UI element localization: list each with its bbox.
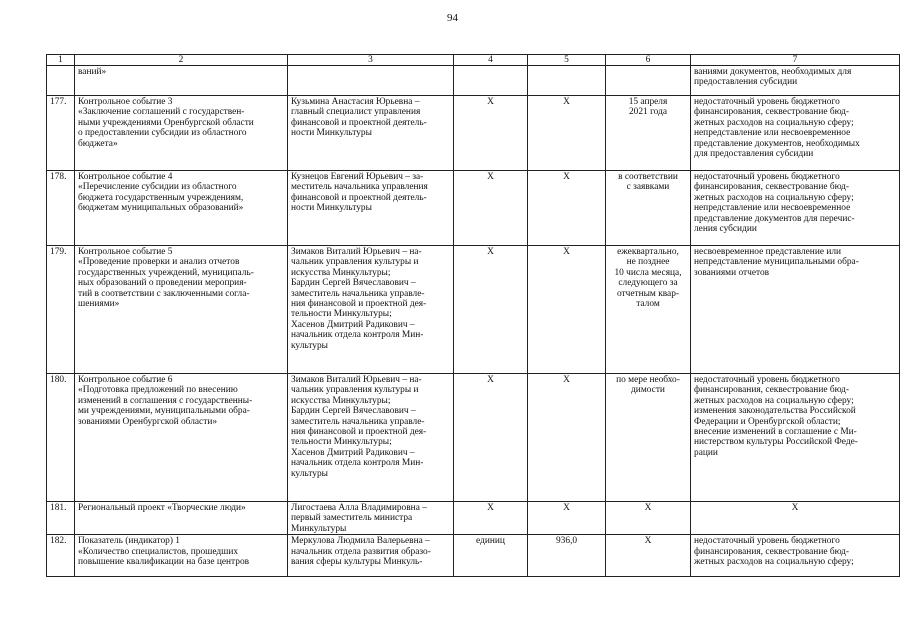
row-risks: недостаточный уровень бюджетного финансирования, секвестрование бюд- жетных расходов на социальную сферу; непредставление или несвоевременное представление документов для перечис- ления субсидии	[691, 171, 900, 246]
row-risks: недостаточный уровень бюджетного финансирования, секвестрование бюд- жетных расходов на социальную сферу; изменения законодательства Российской Федерации и Оренбургской области; внесение изменений в соглашение с Ми- нистерством культуры Российской Феде- рации	[691, 374, 900, 502]
row-responsible: Зимаков Виталий Юрьевич – на- чальник управления культуры и искусства Минкультуры; Бардин Сергей Вячеславович – заместитель начальника управле- ния финансовой и проектной дея- тельности Минкультуры; Хасенов Дмитрий Радикович – начальник отдела контроля Мин- культуры	[288, 246, 454, 374]
row-responsible: Меркулова Людмила Валерьевна – начальник отдела развития образо- вания сферы культуры Минкуль-	[288, 535, 454, 577]
row-name: Контрольное событие 6 «Подготовка предложений по внесению изменений в соглашения с государственны- ми учреждениями, муниципальными обра- зованиями Оренбургской области»	[75, 374, 288, 502]
table-row	[47, 374, 900, 502]
row-name: Контрольное событие 4 «Перечисление субсидии из областного бюджета государственным учреждениям, бюджетам муниципальных образований»	[75, 171, 288, 246]
row-number: 182.	[47, 535, 75, 577]
row-deadline	[606, 66, 691, 96]
row-risks: ваниями документов, необходимых для предоставления субсидии	[691, 66, 900, 96]
row-value: 936,0	[528, 535, 606, 577]
row-value	[528, 66, 606, 96]
row-number: 181.	[47, 502, 75, 535]
header-col-2: 2	[75, 55, 288, 66]
header-col-7: 7	[691, 55, 900, 66]
row-name: Показатель (индикатор) 1 «Количество специалистов, прошедших повышение квалификации на базе центров	[75, 535, 288, 577]
row-responsible: Лигостаева Алла Владимировна – первый заместитель министра Минкультуры	[288, 502, 454, 535]
row-name: Региональный проект «Творческие люди»	[75, 502, 288, 535]
row-responsible: Кузьмина Анастасия Юрьевна – главный специалист управления финансовой и проектной деятель- ности Минкультуры	[288, 96, 454, 171]
header-col-5: 5	[528, 55, 606, 66]
header-col-6: 6	[606, 55, 691, 66]
table-row	[47, 535, 900, 577]
plan-table	[46, 54, 900, 577]
header-col-4: 4	[454, 55, 528, 66]
header-row	[47, 55, 900, 66]
row-responsible: Кузнецов Евгений Юрьевич – за- меститель начальника управления финансовой и проектной деятель- ности Минкультуры	[288, 171, 454, 246]
row-risks: недостаточный уровень бюджетного финансирования, секвестрование бюд- жетных расходов на социальную сферу;	[691, 535, 900, 577]
row-unit: X	[454, 96, 528, 171]
table-row	[47, 246, 900, 374]
row-deadline: в соответствии с заявками	[606, 171, 691, 246]
row-unit: единиц	[454, 535, 528, 577]
row-risks: несвоевременное представление или непредставление муниципальными обра- зованиями отчетов	[691, 246, 900, 374]
table-row	[47, 502, 900, 535]
row-risks: недостаточный уровень бюджетного финансирования, секвестрование бюд- жетных расходов на социальную сферу; непредставление или несвоевременное представление документов, необходимых для предоставления субсидии	[691, 96, 900, 171]
row-name: Контрольное событие 5 «Проведение проверки и анализ отчетов государственных учреждений, муниципаль- ных образований о проведении мероприя- тий в соответствии с заключенными согла- шениями»	[75, 246, 288, 374]
row-deadline: X	[606, 502, 691, 535]
row-name: ваний»	[75, 66, 288, 96]
header-col-1: 1	[47, 55, 75, 66]
row-deadline: 15 апреля 2021 года	[606, 96, 691, 171]
row-value: X	[528, 502, 606, 535]
row-value: X	[528, 374, 606, 502]
row-value: X	[528, 246, 606, 374]
row-unit: X	[454, 374, 528, 502]
row-deadline: X	[606, 535, 691, 577]
row-unit: X	[454, 246, 528, 374]
page-number: 94	[447, 12, 458, 24]
row-number: 180.	[47, 374, 75, 502]
row-risks: X	[691, 502, 900, 535]
row-deadline: по мере необхо- димости	[606, 374, 691, 502]
header-col-3: 3	[288, 55, 454, 66]
row-unit: X	[454, 502, 528, 535]
row-number: 177.	[47, 96, 75, 171]
row-unit	[454, 66, 528, 96]
row-name: Контрольное событие 3 «Заключение соглашений с государствен- ными учреждениями Оренбургской области о предоставлении субсидии из областного бюджета»	[75, 96, 288, 171]
row-value: X	[528, 171, 606, 246]
row-number: 178.	[47, 171, 75, 246]
table-row-continuation	[47, 66, 900, 96]
row-responsible	[288, 66, 454, 96]
row-responsible: Зимаков Виталий Юрьевич – на- чальник управления культуры и искусства Минкультуры; Бардин Сергей Вячеславович – заместитель начальника управле- ния финансовой и проектной дея- тельности Минкультуры; Хасенов Дмитрий Радикович – начальник отдела контроля Мин- культуры	[288, 374, 454, 502]
row-unit: X	[454, 171, 528, 246]
row-value: X	[528, 96, 606, 171]
row-number	[47, 66, 75, 96]
row-deadline: ежеквартально, не позднее 10 числа месяца, следующего за отчетным квар- талом	[606, 246, 691, 374]
table-row	[47, 171, 900, 246]
row-number: 179.	[47, 246, 75, 374]
table-row	[47, 96, 900, 171]
